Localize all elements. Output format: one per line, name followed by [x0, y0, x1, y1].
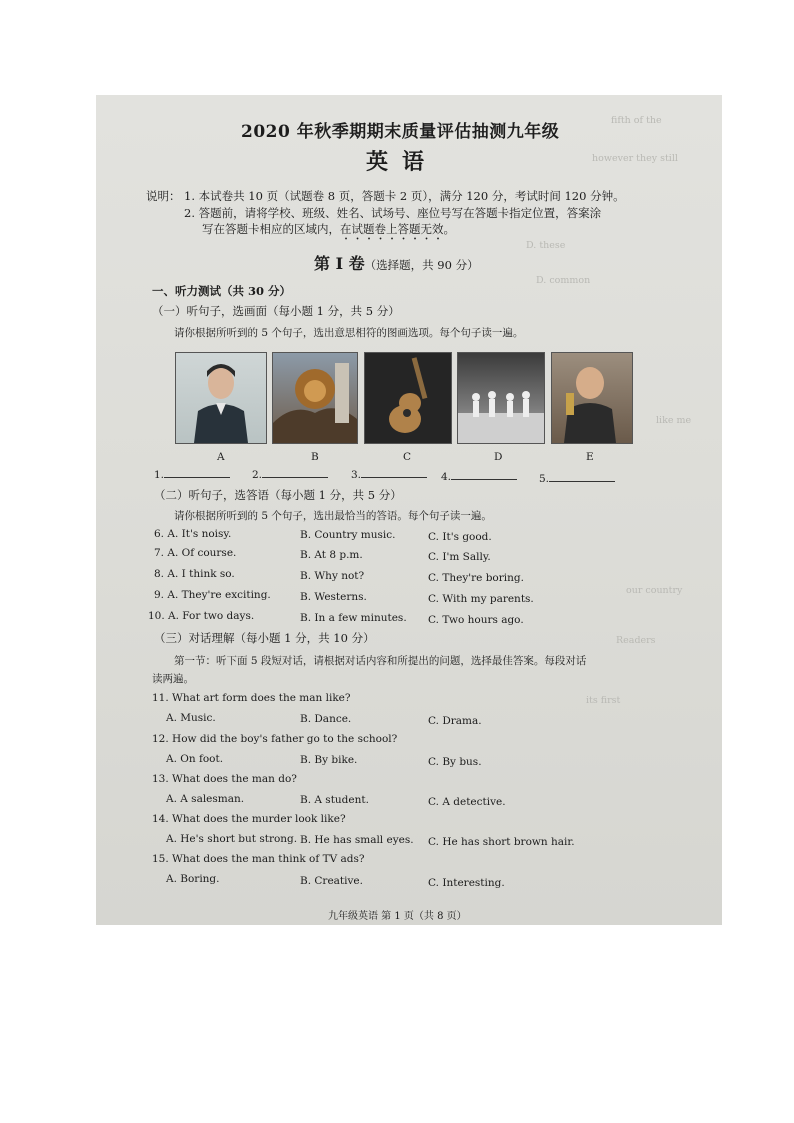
q13-question: 13. What does the man do?	[152, 773, 297, 785]
listening-sub-3-instruction-2: 读两遍。	[152, 673, 194, 685]
bleed-through-text: Readers	[616, 635, 656, 646]
picture-a-policewoman	[175, 352, 267, 444]
scanned-exam-page	[96, 95, 722, 925]
q9-option-b[interactable]: B. Westerns.	[300, 591, 367, 603]
answer-blank-3[interactable]: 3.	[351, 467, 427, 481]
q12-question: 12. How did the boy's father go to the school?	[152, 733, 398, 745]
q11-question: 11. What art form does the man like?	[152, 692, 351, 704]
page-footer: 九年级英语 第 1 页（共 8 页）	[328, 911, 467, 922]
q14-option-b[interactable]: B. He has small eyes.	[300, 834, 414, 846]
picture-b-lion-movie	[272, 352, 358, 444]
bleed-through-text: like me	[656, 415, 692, 426]
instructions-label: 说明：	[146, 189, 181, 203]
q11-option-c[interactable]: C. Drama.	[428, 715, 482, 727]
listening-heading: 一、听力测试（共 30 分）	[152, 284, 292, 298]
q13-option-c[interactable]: C. A detective.	[428, 796, 506, 808]
q8-option-a[interactable]: 8. A. I think so.	[154, 568, 235, 580]
q13-option-b[interactable]: B. A student.	[300, 794, 369, 806]
answer-blank-1[interactable]: 1.	[154, 467, 230, 481]
instructions-line-3	[202, 221, 455, 243]
q8-option-b[interactable]: B. Why not?	[300, 570, 365, 582]
listening-sub-2-instruction: 请你根据所听到的 5 个句子，选出最恰当的答语。每个句子读一遍。	[174, 510, 492, 522]
q11-option-a[interactable]: A. Music.	[166, 712, 216, 724]
listening-sub-2: （二）听句子，选答语（每小题 1 分，共 5 分）	[154, 488, 402, 502]
instructions-line-2: 2. 答题前，请将学校、班级、姓名、试场号、座位号写在答题卡指定位置，答案涂	[184, 206, 602, 220]
q7-option-c[interactable]: C. I'm Sally.	[428, 551, 491, 563]
bleed-through-text: however they still	[592, 153, 678, 164]
section-title-note: （选择题，共 90 分）	[364, 258, 479, 272]
q8-option-c[interactable]: C. They're boring.	[428, 572, 524, 584]
section-title-main: 第 I 卷	[314, 254, 365, 273]
q10-option-b[interactable]: B. In a few minutes.	[300, 612, 407, 624]
q7-option-a[interactable]: 7. A. Of course.	[154, 547, 237, 559]
exam-title: 2020 年秋季期期末质量评估抽测九年级	[241, 122, 560, 142]
picture-e-man-with-award	[551, 352, 633, 444]
picture-d-dance-performance	[457, 352, 545, 444]
q12-option-a[interactable]: A. On foot.	[166, 753, 224, 765]
q6-option-b[interactable]: B. Country music.	[300, 529, 396, 541]
q7-option-b[interactable]: B. At 8 p.m.	[300, 549, 363, 561]
instructions-line-3-a: 写在答题卡相应的区域内，	[202, 222, 340, 236]
subject-title: 英语	[366, 149, 439, 175]
answer-blank-5[interactable]: 5.	[539, 471, 615, 485]
bleed-through-text: D. these	[526, 240, 566, 251]
picture-label-d: D	[494, 451, 503, 463]
listening-sub-1-instruction: 请你根据所听到的 5 个句子，选出意思相符的图画选项。每个句子读一遍。	[174, 327, 524, 339]
bleed-through-text: D. common	[536, 275, 591, 286]
instructions-line-3-b: 在试题卷上答题无效。	[340, 222, 455, 236]
q9-option-a[interactable]: 9. A. They're exciting.	[154, 589, 271, 601]
q6-option-c[interactable]: C. It's good.	[428, 531, 492, 543]
q12-option-b[interactable]: B. By bike.	[300, 754, 358, 766]
q10-option-c[interactable]: C. Two hours ago.	[428, 614, 524, 626]
q14-option-c[interactable]: C. He has short brown hair.	[428, 836, 575, 848]
q15-option-b[interactable]: B. Creative.	[300, 875, 363, 887]
q10-option-a[interactable]: 10. A. For two days.	[148, 610, 255, 622]
instructions-line-1: 1. 本试卷共 10 页（试题卷 8 页，答题卡 2 页），满分 120 分，考试时间 120 分钟。	[184, 189, 625, 203]
picture-label-a: A	[217, 451, 225, 463]
picture-label-e: E	[586, 451, 594, 463]
q13-option-a[interactable]: A. A salesman.	[166, 793, 245, 805]
bleed-through-text: fifth of the	[611, 115, 662, 126]
listening-sub-3: （三）对话理解（每小题 1 分，共 10 分）	[154, 631, 375, 645]
answer-blank-2[interactable]: 2.	[252, 467, 328, 481]
picture-label-c: C	[403, 451, 412, 463]
q14-question: 14. What does the murder look like?	[152, 813, 346, 825]
q15-option-c[interactable]: C. Interesting.	[428, 877, 505, 889]
section-title	[314, 251, 479, 274]
answer-blank-4[interactable]: 4.	[441, 469, 517, 483]
q6-option-a[interactable]: 6. A. It's noisy.	[154, 528, 232, 540]
q12-option-c[interactable]: C. By bus.	[428, 756, 482, 768]
q15-question: 15. What does the man think of TV ads?	[152, 853, 365, 865]
q14-option-a[interactable]: A. He's short but strong.	[166, 833, 298, 845]
picture-label-b: B	[311, 451, 319, 463]
listening-sub-3-instruction-1: 第一节：听下面 5 段短对话，请根据对话内容和所提出的问题，选择最佳答案。每段对话	[174, 655, 587, 667]
bleed-through-text: our country	[626, 585, 683, 596]
bleed-through-text: its first	[586, 695, 621, 706]
q11-option-b[interactable]: B. Dance.	[300, 713, 352, 725]
listening-sub-1: （一）听句子，选画面（每小题 1 分，共 5 分）	[152, 304, 400, 318]
q9-option-c[interactable]: C. With my parents.	[428, 593, 534, 605]
q15-option-a[interactable]: A. Boring.	[166, 873, 220, 885]
picture-c-guitar	[364, 352, 452, 444]
